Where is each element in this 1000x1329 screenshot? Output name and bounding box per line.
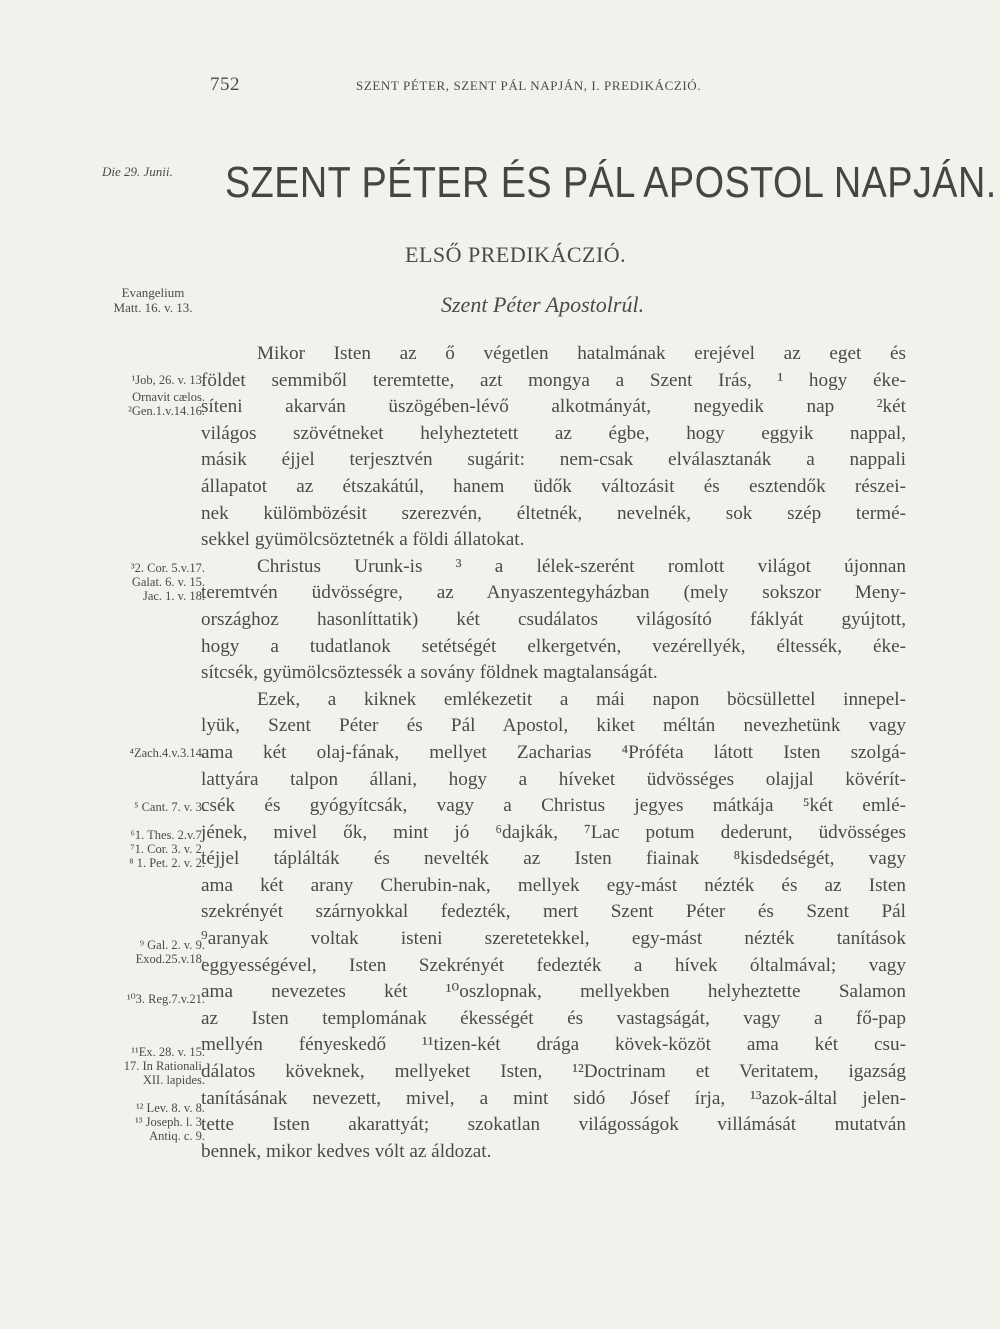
margin-note-line: Jac. 1. v. 18. <box>142 589 205 603</box>
margin-note-line: Antiq. c. 9. <box>149 1129 205 1143</box>
body-line: lattyára talpon állani, hogy a híveket üdvösséges olajjal kövérít- <box>201 768 906 790</box>
margin-note-line: ¹⁰3. Reg.7.v.21. <box>126 992 205 1006</box>
gospel-citation: Matt. 16. v. 13. <box>113 300 193 315</box>
margin-note-line: ¹Job, 26. v. 13. <box>131 373 205 387</box>
sermon-subtitle: ELSŐ PREDIKÁCZIÓ. <box>405 242 627 267</box>
body-line: teremtvén üdvösségre, az Anyaszentegyházban (mely sokszor Meny- <box>201 582 906 604</box>
gospel-label: Evangelium <box>121 285 185 300</box>
gospel-reference <box>108 285 198 315</box>
body-line: földet semmiből teremtette, azt mongya a Szent Irás, ¹ hogy éke- <box>201 369 906 391</box>
body-line: országhoz hasonlíttatik) két csudálatos világosító fáklyát gyújtott, <box>201 608 906 630</box>
sermon-body <box>201 341 906 1165</box>
body-line: Mikor Isten az ő végetlen hatalmának erejével az eget és <box>257 343 906 364</box>
margin-note <box>129 828 205 870</box>
margin-note-line: 17. In Rationali, <box>123 1059 205 1073</box>
margin-note-line: XII. lapides. <box>142 1073 205 1087</box>
body-line: világos szövétneket helyheztetett az égbe, hogy eggyik nappal, <box>201 422 906 444</box>
margin-note <box>136 938 205 966</box>
body-line: ama nevezetes két ¹⁰oszlopnak, mellyekben helyheztette Salamon <box>201 981 906 1003</box>
page-title: SZENT PÉTER ÉS PÁL APOSTOL NAPJÁN. <box>225 158 997 207</box>
body-line: állapatot az étszakátúl, hanem üdők változásit és esztendők részei- <box>201 475 906 497</box>
margin-note <box>134 800 205 814</box>
margin-note-line: ²Gen.1.v.14.16. <box>128 404 205 418</box>
margin-note-line: ⁴Zach.4.v.3.14. <box>129 746 205 760</box>
body-line: másik éjjel terjesztvén sugárit: nem-csak elválasztanák a nappali <box>201 449 906 471</box>
date-margin-note: Die 29. Junii. <box>102 164 173 179</box>
body-line: jének, mivel ők, mint jó ⁶dajkák, ⁷Lac potum dederunt, üdvösséges <box>201 821 906 843</box>
body-line: nek külömbözésit szerezvén, éltetnék, nevelnék, sok szép termé- <box>201 502 906 524</box>
body-line: mellyén fényeskedő ¹¹tizen-két drága kövek-közöt ama két csu- <box>201 1034 906 1056</box>
margin-note-line: ⁷1. Cor. 3. v. 2. <box>130 842 205 856</box>
margin-note-line: ⁵ Cant. 7. v. 3. <box>134 800 205 814</box>
body-line: lyük, Szent Péter és Pál Apostol, kiket méltán nevezhetünk vagy <box>201 715 906 737</box>
body-line: Ezek, a kiknek emlékezetit a mái napon böcsüllettel innepel- <box>257 688 906 710</box>
body-line: ama két olaj-fának, mellyet Zacharias ⁴Próféta látott Isten szolgá- <box>201 741 906 763</box>
margin-note-line: Ornavit cælos. <box>132 390 205 404</box>
body-line: hogy a tudatlanok setétségét elkergetvén, vezérellyék, éltessék, éke- <box>201 635 906 657</box>
margin-note <box>135 1101 205 1143</box>
margin-note-line: ¹² Lev. 8. v. 8. <box>135 1101 205 1115</box>
margin-note-line: ¹¹Ex. 28. v. 15. <box>131 1045 205 1059</box>
body-line: bennek, mikor kedves vólt az áldozat. <box>201 1140 492 1162</box>
margin-note <box>131 561 205 603</box>
body-line: ama két arany Cherubin-nak, mellyek egy-mást nézték és az Isten <box>201 874 906 896</box>
body-line: ⁹aranyak voltak isteni szeretetekkel, egy-mást nézték tanítások <box>201 928 906 950</box>
body-line: szekrényét szárnyokkal fedezték, mert Szent Péter és Szent Pál <box>201 901 906 923</box>
body-line: síteni akarván üszögében-lévő alkotmányát, negyedik nap ²két <box>201 396 906 418</box>
body-line: eggyességével, Isten Szekrényét fedezték a hívek óltalmával; vagy <box>201 954 906 976</box>
margin-note <box>127 992 205 1006</box>
body-line: téjjel táplálták és nevelték az Isten fiainak ⁸kisdedségét, vagy <box>201 848 906 870</box>
page-number: 752 <box>210 74 240 95</box>
margin-note-line: ⁸ 1. Pet. 2. v. 2. <box>129 856 205 870</box>
body-line: sítcsék, gyümölcsöztessék a sovány földnek magtalanságát. <box>201 662 658 684</box>
margin-note <box>130 746 205 760</box>
running-title: SZENT PÉTER, SZENT PÁL NAPJÁN, I. PREDIKÁCZIÓ. <box>356 78 702 93</box>
body-line: tette Isten akarattyát; szokatlan világosságok villámását mutatván <box>201 1114 906 1136</box>
margin-note <box>132 373 205 387</box>
margin-note-line: ¹³ Joseph. l. 3. <box>135 1115 205 1129</box>
margin-note <box>128 390 205 418</box>
body-line: sekkel gyümölcsöztetnék a földi állatokat. <box>201 529 525 551</box>
body-line: Christus Urunk-is ³ a lélek-szerént romlott világot újonnan <box>257 555 906 577</box>
body-line: dálatos köveknek, mellyeket Isten, ¹²Doctrinam et Veritatem, igazság <box>201 1061 906 1083</box>
margin-note-line: Galat. 6. v. 15. <box>131 575 205 589</box>
margin-note-line: ⁶1. Thes. 2.v.7. <box>130 828 205 842</box>
body-line: csék és gyógyítcsák, vagy a Christus jegyes mátkája ⁵két emlé- <box>201 795 906 817</box>
body-line: az Isten templomának ékességét és vastagságát, vagy a fő-pap <box>201 1007 906 1029</box>
page-header <box>0 72 1000 102</box>
margin-note-line: Exod.25.v.18. <box>135 952 205 966</box>
margin-note-line: ⁹ Gal. 2. v. 9. <box>139 938 205 952</box>
margin-note-line: ³2. Cor. 5.v.17. <box>130 561 205 575</box>
sermon-topic: Szent Péter Apostolrúl. <box>441 292 645 317</box>
body-line: tanításának nevezett, mivel, a mint sidó Jósef írja, ¹³azok-által jelen- <box>201 1087 906 1109</box>
margin-note <box>124 1045 205 1087</box>
